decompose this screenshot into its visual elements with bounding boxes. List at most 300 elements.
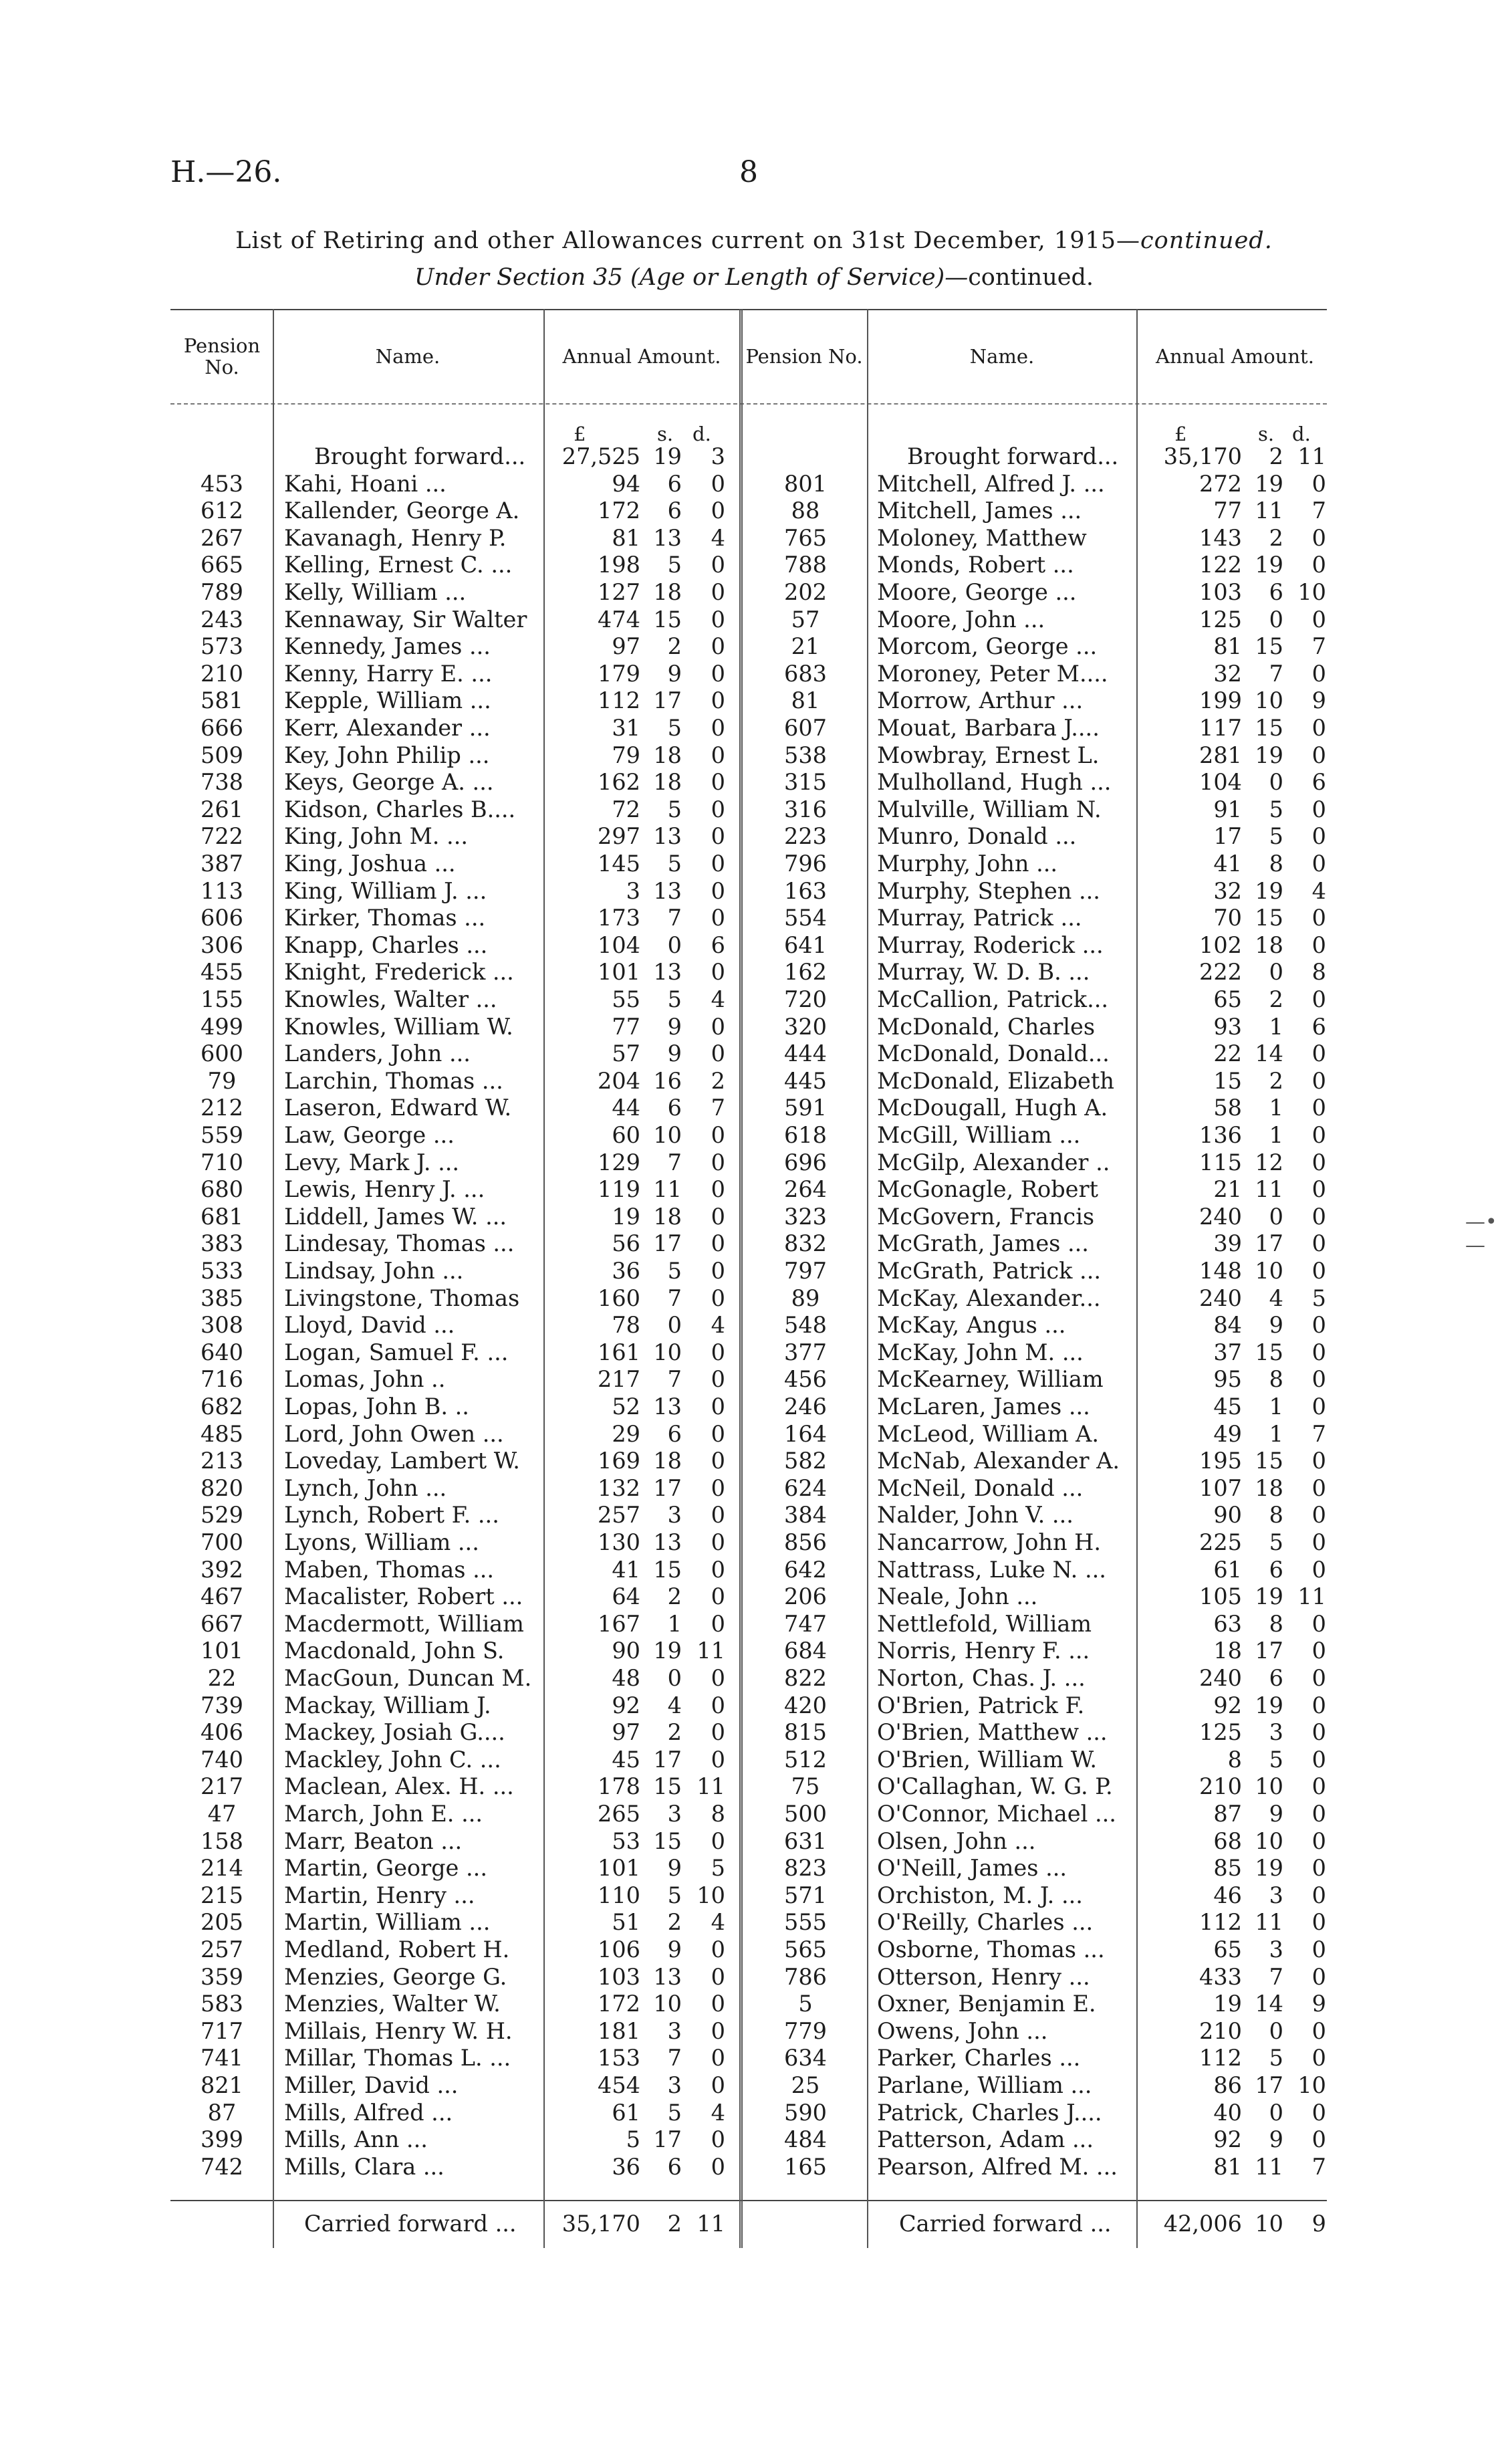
amount-pence: 0 [711,1203,725,1230]
amount-shillings: 5 [667,986,682,1012]
pensioner-name: Kepple, William ... [284,687,491,714]
pensioner-name: Munro, Donald ... [877,823,1077,850]
amount-shillings: 6 [667,497,682,524]
amount-shillings: 11 [1255,497,1283,524]
amount-shillings: 6 [667,470,682,497]
amount-shillings: 6 [1269,1665,1283,1691]
pensioner-name: Murray, Patrick ... [877,905,1082,931]
amount-pence: 0 [711,877,725,904]
pension-number: 323 [784,1203,827,1230]
pension-number: 716 [201,1366,243,1393]
pension-number: 797 [784,1258,827,1284]
pensioner-name: Moloney, Matthew [877,524,1087,551]
pensioner-name: McDonald, Elizabeth [877,1067,1114,1094]
amount-pounds: 90 [612,1638,640,1664]
pension-number: 634 [784,2045,827,2071]
pension-number: 582 [784,1448,827,1474]
pension-number: 667 [201,1610,243,1637]
pensioner-name: McLaren, James ... [877,1393,1090,1420]
pension-number: 529 [201,1502,243,1529]
amount-pence: 0 [711,606,725,633]
amount-shillings: 15 [653,1773,682,1800]
amount-pounds: 45 [612,1746,640,1773]
amount-pounds: 45 [1213,1393,1242,1420]
pensioner-name: Morrow, Arthur ... [877,687,1084,714]
amount-shillings: 3 [667,2072,682,2098]
pension-number: 215 [201,1882,243,1908]
amount-shillings: 8 [1269,1502,1283,1529]
pension-number: 213 [201,1448,243,1474]
amount-pounds: 57 [612,1040,640,1067]
pension-number: 455 [201,959,243,986]
amount-pence: 7 [1311,1420,1326,1447]
amount-pounds: 8 [1227,1746,1242,1773]
amount-shillings: 19 [1255,1855,1283,1882]
pensioner-name: Maben, Thomas ... [284,1556,495,1583]
amount-pounds: 240 [1199,1203,1242,1230]
amount-pence: 0 [1311,1040,1326,1067]
amount-shillings: 13 [653,1529,682,1555]
amount-pence: 0 [1311,1746,1326,1773]
amount-shillings: 17 [1255,2072,1283,2098]
amount-pence: 0 [711,1556,725,1583]
table-row [0,1583,1508,1611]
amount-pence: 11 [697,1638,725,1664]
amount-shillings: 17 [653,1746,682,1773]
amount-pence: 0 [1311,931,1326,958]
amount-pence: 4 [711,1312,725,1339]
amount-pounds: 86 [1213,2072,1242,2098]
pensioner-name: Mills, Alfred ... [284,2099,453,2126]
amount-shillings: 7 [667,2045,682,2071]
amount-pounds: 35,170 [1163,443,1242,469]
amount-pounds: 102 [1199,931,1242,958]
amount-pence: 0 [711,1991,725,2017]
amount-pounds: 172 [598,1991,640,2017]
amount-pounds: 70 [1213,905,1242,931]
amount-pounds: 81 [612,524,640,551]
amount-pounds: 97 [612,633,640,660]
pensioner-name: O'Brien, William W. [877,1746,1098,1773]
amount-shillings: 14 [1255,1991,1283,2017]
amount-pence: 0 [711,1122,725,1148]
amount-shillings: 19 [1255,470,1283,497]
amount-pounds: 178 [598,1773,640,1800]
pensioner-name: Kenny, Harry E. ... [284,660,493,687]
carried-forward-left-pounds: 35,170 [561,2211,640,2237]
pensioner-name: Murphy, Stephen ... [877,877,1100,904]
pension-number: 162 [784,959,827,986]
pensioner-name: Oxner, Benjamin E. [877,1991,1096,2017]
pension-number: 741 [201,2045,243,2071]
pension-number: 581 [201,687,243,714]
amount-shillings: 4 [1269,1284,1283,1311]
pension-number: 202 [784,579,827,605]
pension-number: 722 [201,823,243,850]
pension-number: 89 [791,1284,820,1311]
pension-number: 406 [201,1719,243,1746]
amount-pounds: 93 [1213,1013,1242,1040]
amount-pounds: 297 [598,823,640,850]
pension-number: 210 [201,660,243,687]
amount-pounds: 58 [1213,1095,1242,1121]
amount-shillings: 19 [653,443,682,469]
amount-shillings: 7 [1269,1963,1283,1990]
table-row [0,497,1508,525]
pension-number: 700 [201,1529,243,1555]
amount-pounds: 143 [1199,524,1242,551]
pensioner-name: Mills, Ann ... [284,2126,428,2153]
pensioner-name: McGill, William ... [877,1122,1081,1148]
table-row [0,1068,1508,1095]
amount-shillings: 11 [1255,2153,1283,2180]
amount-pence: 5 [711,1855,725,1882]
amount-pounds: 162 [598,769,640,796]
table-row [0,2154,1508,2181]
table-row [0,905,1508,932]
pension-number: 571 [784,1882,827,1908]
carried-forward-left-pence: 11 [697,2211,725,2237]
pensioner-name: Martin, George ... [284,1855,487,1882]
pensioner-name: Patterson, Adam ... [877,2126,1094,2153]
amount-pounds: 106 [598,1936,640,1963]
amount-pence: 0 [1311,1692,1326,1718]
pensioner-name: Mackley, John C. ... [284,1746,501,1773]
amount-pounds: 112 [1199,2045,1242,2071]
amount-shillings: 9 [667,1936,682,1963]
amount-pounds: 65 [1213,986,1242,1012]
amount-pence: 0 [711,959,725,986]
amount-shillings: 9 [667,660,682,687]
pensioner-name: McDonald, Charles [877,1013,1096,1040]
pension-number: 456 [784,1366,827,1393]
pension-number: 533 [201,1258,243,1284]
table-row [0,1393,1508,1421]
pensioner-name: Medland, Robert H. [284,1936,510,1963]
amount-pounds: 115 [1199,1149,1242,1175]
amount-pounds: 117 [1199,715,1242,741]
amount-pounds: 63 [1213,1610,1242,1637]
pension-number: 742 [201,2153,243,2180]
amount-pence: 0 [711,1230,725,1257]
table-row [0,878,1508,905]
amount-shillings: 3 [1269,1936,1283,1963]
amount-pence: 0 [711,579,725,605]
pensioner-name: Moore, John ... [877,606,1045,633]
pension-number: 445 [784,1067,827,1094]
amount-pounds: 51 [612,1909,640,1936]
pension-number: 642 [784,1556,827,1583]
pensioner-name: Orchiston, M. J. ... [877,1882,1083,1908]
amount-shillings: 3 [667,1502,682,1529]
amount-shillings: 5 [1269,1529,1283,1555]
pension-number: 606 [201,905,243,931]
header-amount-right: Annual Amount. [1156,345,1314,368]
amount-shillings: 2 [667,1583,682,1610]
amount-pence: 11 [697,1773,725,1800]
pension-number: 264 [784,1176,827,1203]
pension-number: 420 [784,1692,827,1718]
amount-pence: 0 [1311,823,1326,850]
amount-shillings: 17 [653,2126,682,2153]
amount-pence: 8 [711,1801,725,1827]
amount-pounds: 210 [1199,2017,1242,2044]
table-row [0,1638,1508,1665]
amount-pence: 0 [1311,715,1326,741]
amount-pence: 0 [1311,1665,1326,1691]
amount-shillings: 5 [667,796,682,822]
amount-pence: 11 [1297,443,1326,469]
table-row [0,742,1508,770]
amount-pence: 0 [711,1258,725,1284]
pension-number: 607 [784,715,827,741]
pension-number: 554 [784,905,827,931]
pensioner-name: Kelly, William ... [284,579,467,605]
table-row [0,1285,1508,1313]
amount-pence: 0 [1311,1258,1326,1284]
pensioner-name: Keys, George A. ... [284,769,494,796]
amount-shillings: 5 [667,1882,682,1908]
amount-shillings: 1 [1269,1013,1283,1040]
table-row [0,1529,1508,1557]
pensioner-name: Logan, Samuel F. ... [284,1339,509,1365]
pension-number: 21 [791,633,820,660]
amount-pounds: 52 [612,1393,640,1420]
pensioner-name: Millar, Thomas L. ... [284,2045,511,2071]
pensioner-name: McCallion, Patrick... [877,986,1109,1012]
amount-pence: 0 [711,851,725,877]
amount-shillings: 19 [1255,1692,1283,1718]
amount-pounds: 103 [1199,579,1242,605]
table-row [0,1991,1508,2018]
table-row [0,1611,1508,1638]
amount-pence: 0 [711,1339,725,1365]
amount-pounds: 72 [612,796,640,822]
amount-pounds: 61 [612,2099,640,2126]
amount-pounds: 161 [598,1339,640,1365]
amount-pounds: 18 [1213,1638,1242,1664]
pension-number: 821 [201,2072,243,2098]
amount-pounds: 78 [612,1312,640,1339]
amount-pence: 0 [711,1013,725,1040]
pension-number: 512 [784,1746,827,1773]
pensioner-name: King, John M. ... [284,823,469,850]
pensioner-name: Parlane, William ... [877,2072,1092,2098]
amount-shillings: 17 [1255,1230,1283,1257]
amount-pence: 0 [711,1149,725,1175]
pensioner-name: Parker, Charles ... [877,2045,1081,2071]
amount-pence: 0 [711,1393,725,1420]
amount-shillings: 0 [667,1312,682,1339]
pensioner-name: McGovern, Francis [877,1203,1095,1230]
currency-pence-right: d. [1292,423,1311,445]
pension-number: 591 [784,1095,827,1121]
amount-pence: 0 [711,1827,725,1854]
header-name-right: Name. [969,345,1035,368]
amount-pounds: 55 [612,986,640,1012]
amount-pence: 0 [1311,1801,1326,1827]
amount-pence: 0 [1311,986,1326,1012]
amount-pounds: 17 [1213,823,1242,850]
carried-forward-right-pence: 9 [1311,2211,1326,2237]
table-row [0,1882,1508,1910]
header-pension-no-right: Pension No. [745,345,863,368]
amount-pence: 0 [1311,552,1326,578]
pensioner-name: Lord, John Owen ... [284,1420,504,1447]
pensioner-name: Macalister, Robert ... [284,1583,523,1610]
pensioner-name: Macdermott, William [284,1610,524,1637]
table-row [0,1176,1508,1204]
pensioner-name: Moore, George ... [877,579,1077,605]
amount-pence: 0 [1311,905,1326,931]
pension-number: 548 [784,1312,827,1339]
amount-pence: 0 [711,2072,725,2098]
amount-pounds: 225 [1199,1529,1242,1555]
amount-shillings: 1 [667,1610,682,1637]
pensioner-name: Nancarrow, John H. [877,1529,1102,1555]
pensioner-name: Martin, Henry ... [284,1882,475,1908]
table-row [0,1801,1508,1828]
table-row [0,1421,1508,1448]
amount-shillings: 10 [653,1122,682,1148]
amount-pounds: 104 [1199,769,1242,796]
pension-number: 316 [784,796,827,822]
amount-pounds: 125 [1199,1719,1242,1746]
pension-number: 822 [784,1665,827,1691]
amount-pence: 6 [1311,1013,1326,1040]
pension-number: 509 [201,742,243,768]
brought-forward-label: Brought forward... [314,443,526,469]
amount-shillings: 0 [667,1665,682,1691]
amount-shillings: 0 [1269,2017,1283,2044]
pension-number: 5 [798,1991,813,2017]
amount-shillings: 5 [1269,823,1283,850]
amount-pence: 0 [711,497,725,524]
carried-forward-right-pounds: 42,006 [1163,2211,1242,2237]
pensioner-name: Neale, John ... [877,1583,1038,1610]
table-row [0,552,1508,579]
amount-pounds: 222 [1199,959,1242,986]
amount-pounds: 107 [1199,1474,1242,1501]
amount-pence: 0 [711,1610,725,1637]
amount-pounds: 90 [1213,1502,1242,1529]
amount-pounds: 49 [1213,1420,1242,1447]
amount-pence: 0 [711,633,725,660]
amount-shillings: 13 [653,877,682,904]
currency-shillings-left: s. [657,423,674,445]
pension-number: 359 [201,1963,243,1990]
amount-pounds: 32 [1213,660,1242,687]
amount-shillings: 17 [653,1474,682,1501]
pension-number: 565 [784,1936,827,1963]
amount-shillings: 10 [653,1991,682,2017]
amount-shillings: 19 [653,1638,682,1664]
amount-shillings: 5 [1269,2045,1283,2071]
amount-pounds: 454 [598,2072,640,2098]
pensioner-name: Olsen, John ... [877,1827,1036,1854]
amount-pounds: 110 [598,1882,640,1908]
pensioner-name: Lewis, Henry J. ... [284,1176,485,1203]
amount-shillings: 8 [1269,1610,1283,1637]
table-row [0,1936,1508,1964]
amount-pounds: 79 [612,742,640,768]
pensioner-name: Lynch, Robert F. ... [284,1502,499,1529]
amount-shillings: 11 [1255,1176,1283,1203]
amount-pounds: 36 [612,2153,640,2180]
amount-pence: 0 [711,823,725,850]
amount-pounds: 103 [598,1963,640,1990]
pensioner-name: Kerr, Alexander ... [284,715,491,741]
table-row [0,986,1508,1014]
pensioner-name: Mitchell, Alfred J. ... [877,470,1105,497]
amount-pence: 0 [1311,1312,1326,1339]
table-row [0,932,1508,960]
amount-shillings: 8 [1269,1366,1283,1393]
amount-pounds: 198 [598,552,640,578]
pensioner-name: Murray, W. D. B. ... [877,959,1090,986]
amount-pence: 5 [1311,1284,1326,1311]
pensioner-name: Liddell, James W. ... [284,1203,507,1230]
table-row [0,1964,1508,1991]
amount-shillings: 2 [667,1909,682,1936]
amount-pence: 4 [711,1909,725,1936]
amount-pounds: 240 [1199,1284,1242,1311]
amount-pounds: 101 [598,959,640,986]
amount-shillings: 10 [653,1339,682,1365]
amount-pence: 0 [711,1420,725,1447]
amount-shillings: 16 [653,1067,682,1094]
table-row [0,2126,1508,2154]
table-row [0,2045,1508,2072]
amount-pounds: 195 [1199,1448,1242,1474]
pension-number: 612 [201,497,243,524]
pension-number: 444 [784,1040,827,1067]
table-head-rule [170,403,1327,405]
amount-shillings: 11 [653,1176,682,1203]
amount-pounds: 27,525 [561,443,640,469]
pension-number: 801 [784,470,827,497]
amount-pounds: 48 [612,1665,640,1691]
amount-pence: 0 [1311,1638,1326,1664]
amount-shillings: 2 [1269,1067,1283,1094]
amount-pounds: 127 [598,579,640,605]
amount-pence: 0 [711,1692,725,1718]
table-top-rule [170,309,1327,310]
pensioner-name: Mowbray, Ernest L. [877,742,1100,768]
brought-forward-row [0,443,1508,471]
pension-number: 747 [784,1610,827,1637]
amount-shillings: 17 [653,1230,682,1257]
table-row [0,1448,1508,1475]
table-row [0,1475,1508,1502]
amount-pence: 0 [1311,1149,1326,1175]
currency-pence-left: d. [693,423,711,445]
pension-number: 214 [201,1855,243,1882]
amount-shillings: 15 [1255,715,1283,741]
pension-number: 559 [201,1122,243,1148]
amount-shillings: 0 [1269,769,1283,796]
amount-pounds: 65 [1213,1936,1242,1963]
pension-number: 856 [784,1529,827,1555]
amount-pounds: 85 [1213,1855,1242,1882]
amount-pence: 0 [1311,524,1326,551]
amount-pence: 0 [711,2017,725,2044]
pensioner-name: Lopas, John B. .. [284,1393,469,1420]
table-row [0,959,1508,986]
pension-number: 681 [201,1203,243,1230]
pension-number: 696 [784,1149,827,1175]
pensioner-name: Mouat, Barbara J.... [877,715,1100,741]
